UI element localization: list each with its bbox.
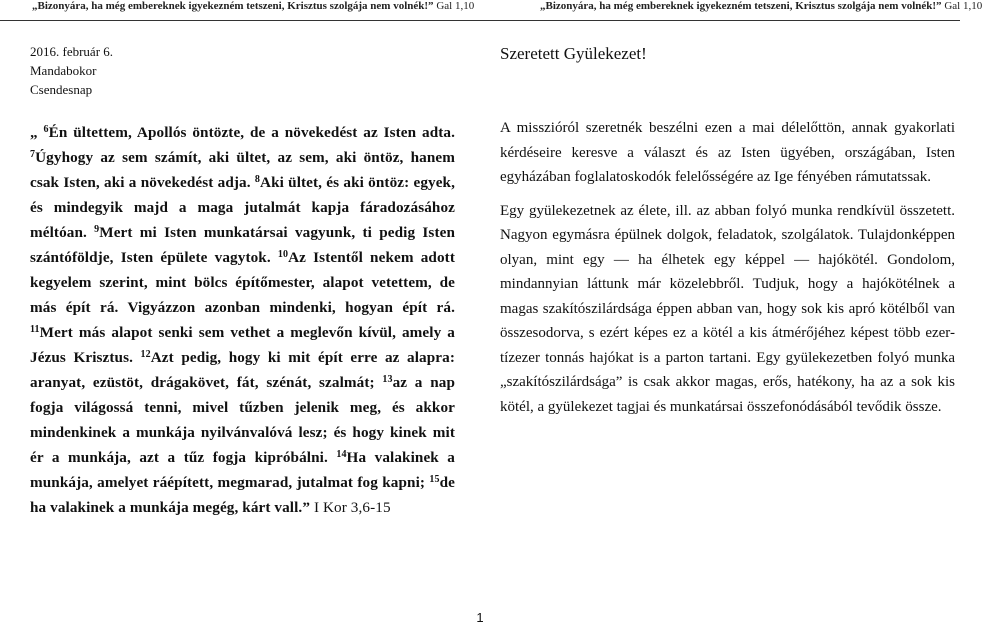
place: Mandabokor <box>30 63 97 78</box>
verse-number: 14 <box>336 449 347 460</box>
occasion: Csendesnap <box>30 82 93 97</box>
verse-text: Mert más alapot senki sem vethet a meglevőn kívül, amely a Jézus Krisztus. <box>30 324 455 366</box>
paragraph: Egy gyülekezetnek az élete, ill. az abban folyó munka rendkívül összetett. Nagyon egymásra épülnek dolgok, feladatok, szolgálatok. Tulajdonképpen olyan, mint egy — ha élhetek egy képpel — hajókötél. Gondolom, mindannyian láttunk már közelebbről. Tudjuk, hogy a hajókötélnek a magas szakítószilárdsága éppen abban van, hogy sok kis apró kötélből van összesodorva, s ezért képes ez a kötél a kis átmérőjéhez képest több ezer-tízezer tonnás hajókat is a parton tartani. Egy gyülekezetben folyó munka „szakítószilárdsága” is csak akkor magas, erős, hatékony, ha az a sok kis kötél, a gyülekezet tagjai és munkatársai összefonódásából tevődik össze. <box>500 202 955 415</box>
verse-text: Mert mi Isten munkatársai vagyunk, ti pedig Isten szántóföldje, Isten épülete vagytok. <box>30 224 455 266</box>
verse-text: Ha valakinek a munkája, amelyet ráépített, megmarad, jutalmat fog kapni; <box>30 449 455 491</box>
verse-text: Azt pedig, hogy ki mit épít erre az alapra: aranyat, ezüstöt, drágakövet, fát, szénát, szalmát; <box>30 349 455 391</box>
open-quote: „ <box>30 124 38 141</box>
header-divider <box>0 20 960 21</box>
verse-text: Én ültettem, Apollós öntözte, de a növekedést az Isten adta. <box>48 124 455 141</box>
verse-number: 6 <box>43 124 49 135</box>
verse-number: 8 <box>254 174 260 185</box>
header-quote: „Bizonyára, ha még embereknek igyekezném tetszeni, Krisztus szolgája nem volnék!” <box>32 0 434 12</box>
verse-number: 7 <box>30 149 36 160</box>
sermon-body <box>500 44 955 428</box>
running-header-right <box>540 0 982 22</box>
verse-number: 12 <box>140 349 151 360</box>
verse-number: 13 <box>382 374 393 385</box>
header-quote: „Bizonyára, ha még embereknek igyekezném tetszeni, Krisztus szolgája nem volnék!” <box>540 0 942 12</box>
scripture-passage <box>30 120 455 520</box>
verse-text: de ha valakinek a munkája megég, kárt vall.” <box>30 474 455 516</box>
running-header-left <box>32 0 474 22</box>
scripture-reference: I Kor 3,6-15 <box>313 499 391 516</box>
header-reference: Gal 1,10 <box>944 0 982 12</box>
verse-text: Úgyhogy az sem számít, aki ültet, az sem, aki öntöz, hanem csak Isten, aki a növekedést adja. <box>30 149 455 191</box>
verse-text: Aki ültet, és aki öntöz: egyek, és mindegyik majd a maga jutalmát kapja fáradozásához méltóan. <box>30 174 455 241</box>
verse-number: 11 <box>30 324 40 335</box>
sermon-meta <box>30 42 113 99</box>
header-reference: Gal 1,10 <box>436 0 475 12</box>
verse-text: az a nap fogja világossá tenni, mivel tűzben jelenik meg, és akkor mindenkinek a munkája nyilvánvalóvá lesz; és hogy kinek mit ér a munkája, azt a tűz fogja kipróbálni. <box>30 374 455 466</box>
verse-number: 9 <box>94 224 100 235</box>
verse-number: 15 <box>429 474 440 485</box>
verse-text: Az Istentől nekem adott kegyelem szerint, mint bölcs építőmester, alapot vetettem, de más épít rá. Vigyázzon azonban mindenki, hogyan épít rá. <box>30 249 455 316</box>
page-number: 1 <box>476 610 484 625</box>
date: 2016. február 6. <box>30 44 114 59</box>
paragraph: A misszióról szeretnék beszélni ezen a mai délelőttön, annak gyakorlati kérdéseire keresve a választ és az Isten ügyében, országában, Isten egyházában foglalatoskodók felelősségére az Ige fényében rámutatssak. <box>500 120 955 185</box>
greeting: Szeretett Gyülekezet! <box>500 44 647 63</box>
verse-number: 10 <box>277 249 289 260</box>
